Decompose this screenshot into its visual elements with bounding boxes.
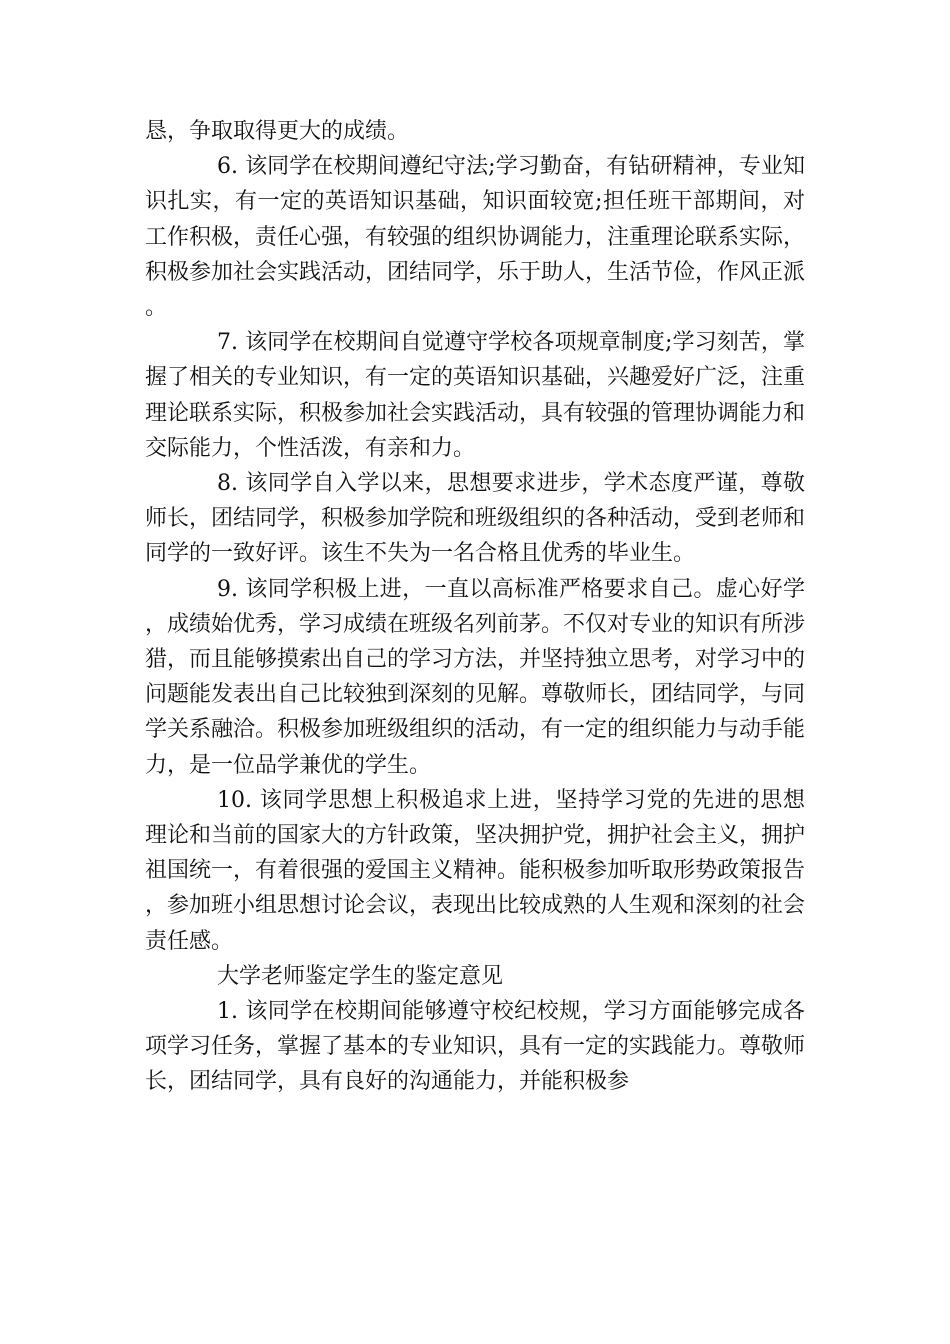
paragraph-item-8: 8. 该同学自入学以来，思想要求进步，学术态度严谨，尊敬师长，团结同学，积极参加学院和班级组织的各种活动，受到老师和同学的一致好评。该生不失为一名合格且优秀的毕业生。 — [145, 471, 806, 567]
paragraph-item-6: 6. 该同学在校期间遵纪守法;学习勤奋，有钻研精神，专业知识扎实，有一定的英语知识基础，知识面较宽;担任班干部期间，对工作积极，责任心强，有较强的组织协调能力，注重理论联系实际，积极参加社会实践活动，团结同学，乐于助人，生活节俭，作风正派。 — [145, 154, 806, 321]
paragraph-item-7: 7. 该同学在校期间自觉遵守学校各项规章制度;学习刻苦，掌握了相关的专业知识，有一定的英语知识基础，兴趣爱好广泛，注重理论联系实际，积极参加社会实践活动，具有较强的管理协调能力和交际能力，个性活泼，有亲和力。 — [145, 330, 806, 461]
paragraph-continuation: 恳，争取取得更大的成绩。 — [145, 119, 410, 144]
document-page — [145, 114, 805, 1100]
paragraph-item-9: 9. 该同学积极上进，一直以高标准严格要求自己。虚心好学，成绩始优秀，学习成绩在班级名列前茅。不仅对专业的知识有所涉猎，而且能够摸索出自己的学习方法，并坚持独立思考，对学习中的问题能发表出自己比较独到深刻的见解。尊敬师长，团结同学，与同学关系融洽。积极参加班级组织的活动，有一定的组织能力与动手能力，是一位品学兼优的学生。 — [145, 576, 806, 778]
section-heading: 大学老师鉴定学生的鉴定意见 — [217, 963, 504, 989]
paragraph-section-item-1: 1. 该同学在校期间能够遵守校纪校规，学习方面能够完成各项学习任务，掌握了基本的专业知识，具有一定的实践能力。尊敬师长，团结同学，具有良好的沟通能力，并能积极参 — [145, 999, 806, 1095]
paragraph-item-10: 10. 该同学思想上积极追求上进，坚持学习党的先进的思想理论和当前的国家大的方针政策，坚决拥护党，拥护社会主义，拥护祖国统一，有着很强的爱国主义精神。能积极参加听取形势政策报告，参加班小组思想讨论会议，表现出比较成熟的人生观和深刻的社会责任感。 — [145, 787, 806, 954]
